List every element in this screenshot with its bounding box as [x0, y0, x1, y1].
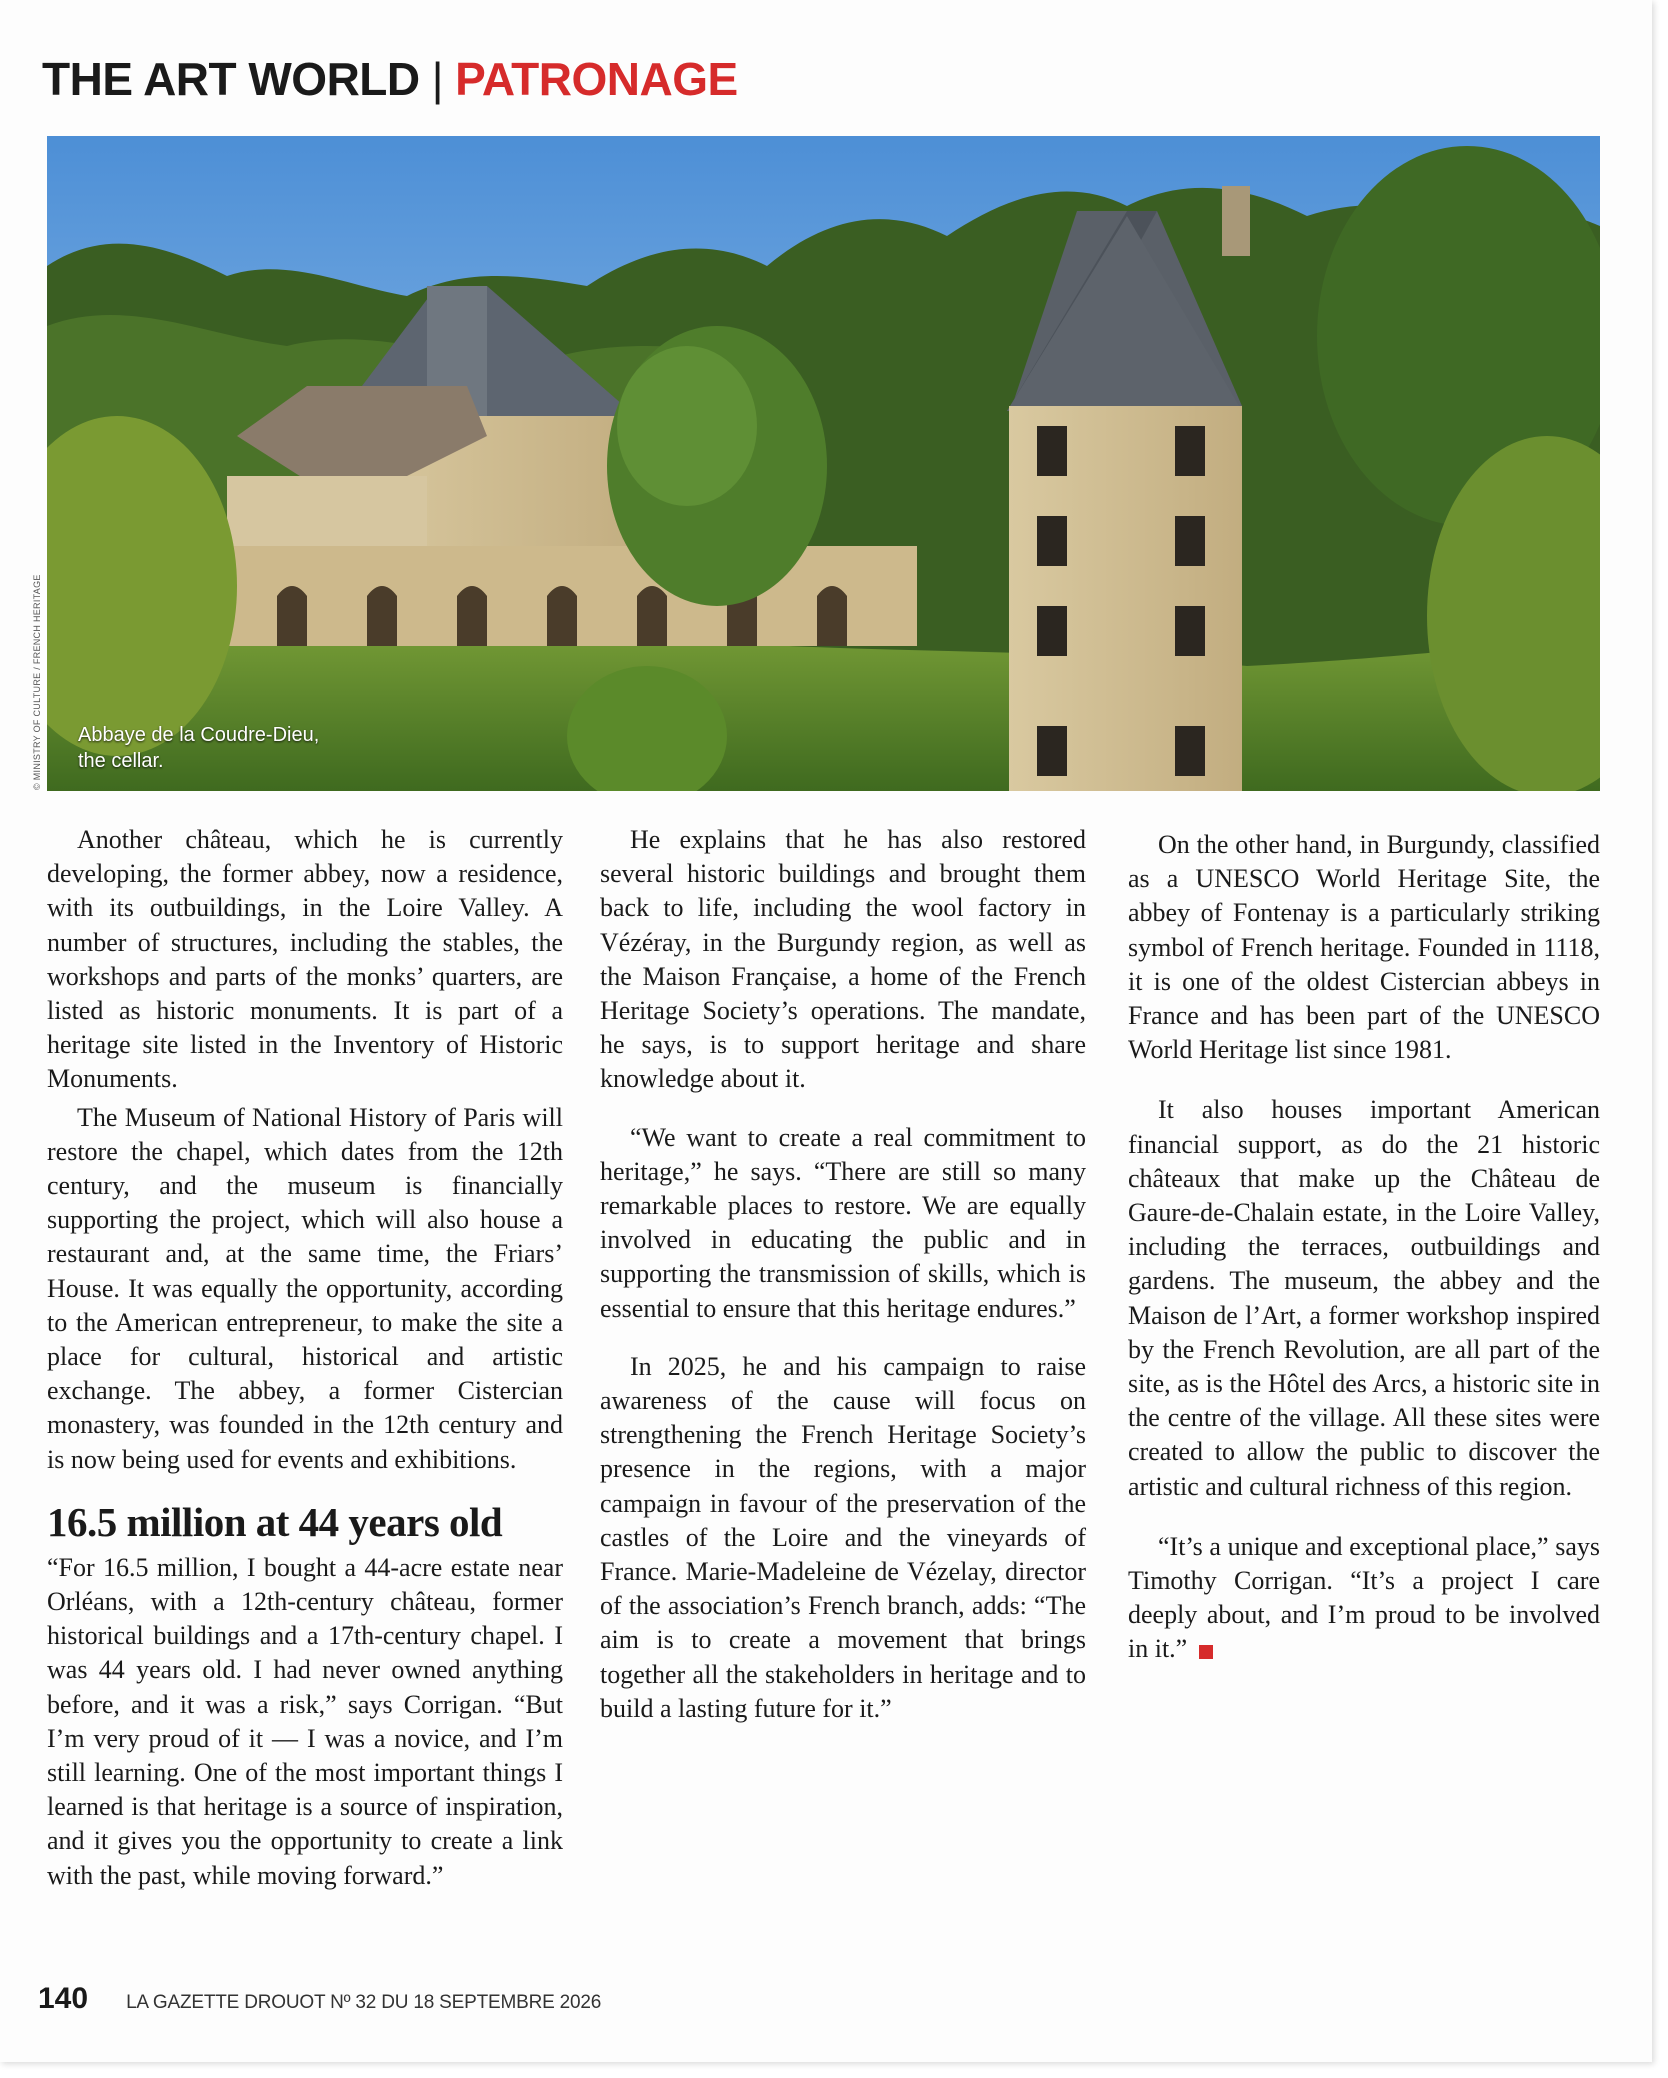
- article-paragraph: “We want to create a real commitment to heritage,” he says. “There are still so many remarkable places to restore. We are equally involved in educating the public and in supporting the transmission of skills, which is essential to ensure that this heritage endures.”: [600, 1122, 1086, 1323]
- article-column-1: [47, 823, 563, 1897]
- end-of-article-mark: [1199, 1645, 1213, 1659]
- photo-caption: [78, 722, 398, 774]
- page-number: 140: [38, 1982, 89, 2015]
- photo-credit: © MINISTRY OF CULTURE / FRENCH HERITAGE: [32, 574, 42, 790]
- article-column-3: [1128, 828, 1600, 1693]
- abbey-illustration: [47, 136, 1600, 791]
- article-paragraph: The Museum of National History of Paris will restore the chapel, which dates from the 12th century, and the museum is financially supporting the project, which will also house a restaurant and, at the same time, the Friars’ House. It was equally the opportunity, according to the American entrepreneur, to make the site a place for cultural, historical and artistic exchange. The abbey, a former Cistercian monastery, was founded in the 12th century and is now being used for events and exhibitions.: [47, 1102, 563, 1474]
- article-paragraph: It also houses important American financial support, as do the 21 historic châteaux that make up the Château de Gaure-de-Chalain estate, in the Loire Valley, including the terraces, outbuildings and gardens. The museum, the abbey and the Maison de l’Art, a former workshop inspired by the French Revolution, are all part of the site, as is the Hôtel des Arcs, a historic site in the centre of the village. All these sites were created to allow the public to discover the artistic and cultural richness of this region.: [1128, 1095, 1600, 1501]
- page-footer: [38, 1982, 601, 2016]
- article-column-2: [600, 823, 1086, 1750]
- abbey-photo: [47, 136, 1600, 791]
- subsection-title: PATRONAGE: [455, 53, 738, 105]
- article-subheading: 16.5 million at 44 years old: [47, 1498, 503, 1545]
- article-paragraph: He explains that he has also restored several historic buildings and brought them back to life, including the wool factory in Vézéray, in the Burgundy region, as well as the Maison Française, a home of the French Heritage Society’s operations. The mandate, he says, is to support heritage and share knowledge about it.: [600, 825, 1086, 1094]
- section-header: [42, 52, 738, 106]
- header-separator: |: [431, 53, 444, 105]
- article-paragraph: Another château, which he is currently developing, the former abbey, now a residence, with its outbuildings, in the Loire Valley. A number of structures, including the stables, the workshops and parts of the monks’ quarters, are listed as historic monuments. It is part of a heritage site listed in the Inventory of Historic Monuments.: [47, 825, 563, 1094]
- article-closing-paragraph: [1128, 1530, 1600, 1667]
- caption-line-1: Abbaye de la Coudre-Dieu,: [78, 724, 320, 746]
- publication-name: LA GAZETTE DROUOT Nº 32 DU 18 SEPTEMBRE 2026: [126, 1992, 602, 2013]
- article-paragraph: In 2025, he and his campaign to raise awareness of the cause will focus on strengthening the French Heritage Society’s presence in the regions, with a major campaign in favour of the preservation of the castles of the Loire and the vineyards of France. Marie-Madeleine de Vézelay, director of the association’s French branch, adds: “The aim is to create a movement that brings together all the stakeholders in heritage and to build a lasting future for it.”: [600, 1351, 1086, 1723]
- section-title: THE ART WORLD: [42, 53, 420, 105]
- article-paragraph: On the other hand, in Burgundy, classified as a UNESCO World Heritage Site, the abbey of Fontenay is a particularly striking symbol of French heritage. Founded in 1118, it is one of the oldest Cistercian abbeys in France and has been part of the UNESCO World Heritage list since 1981.: [1128, 830, 1600, 1065]
- article-paragraph: “For 16.5 million, I bought a 44-acre estate near Orléans, with a 12th-century château, former historical buildings and a 17th-century chapel. I was 44 years old. I had never owned anything before, and it was a risk,” says Corrigan. “But I’m very proud of it — I was a novice, and I’m still learning. One of the most important things I learned is that heritage is a source of inspiration, and it gives you the opportunity to create a link with the past, while moving forward.”: [47, 1552, 563, 1890]
- caption-line-2: the cellar.: [78, 750, 164, 772]
- closing-quote: “It’s a unique and exceptional place,” says Timothy Corrigan. “It’s a project I care deeply about, and I’m proud to be involved in it.”: [1128, 1531, 1600, 1664]
